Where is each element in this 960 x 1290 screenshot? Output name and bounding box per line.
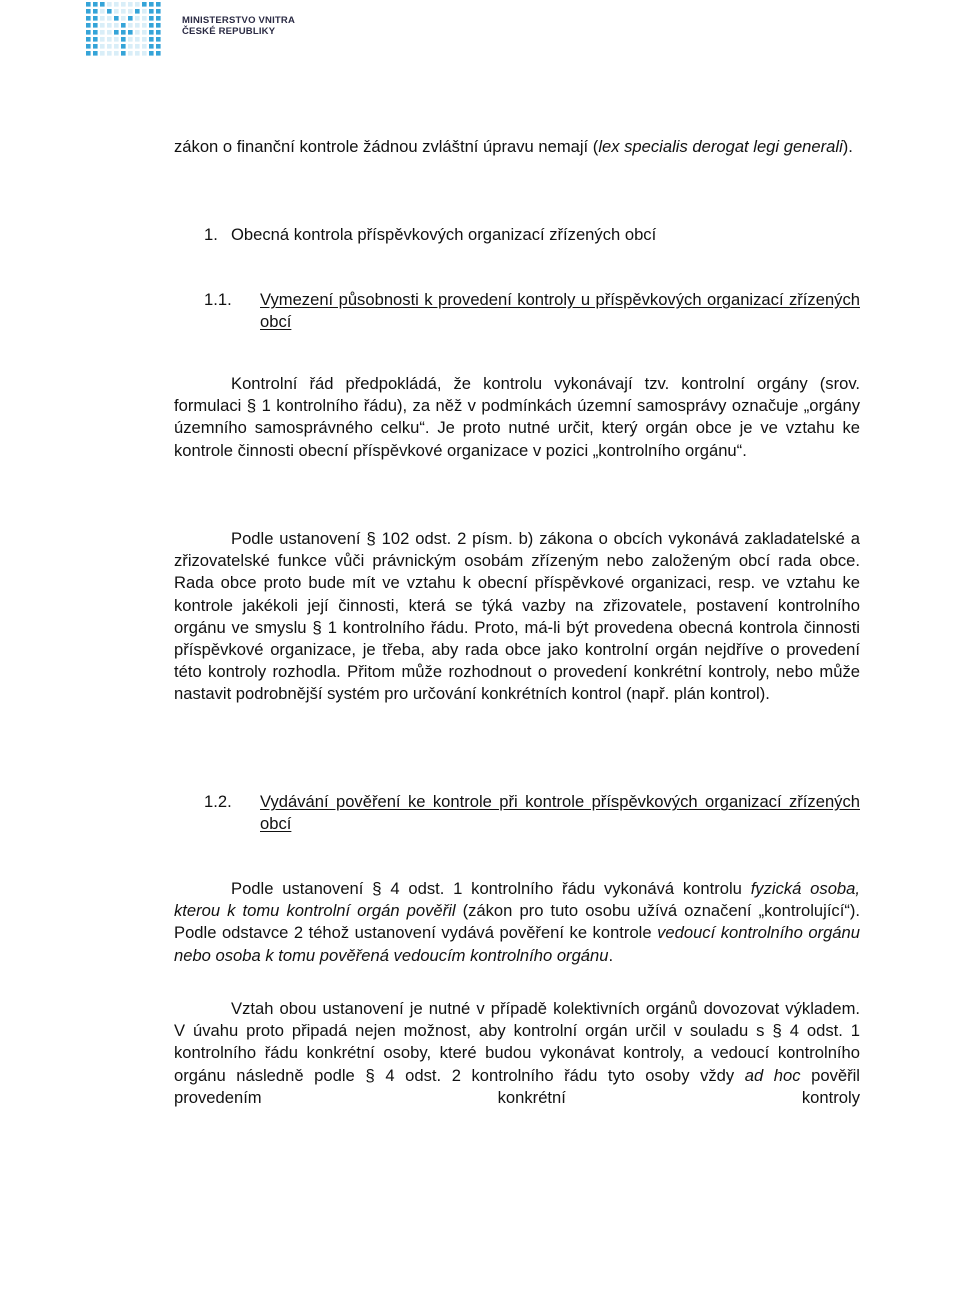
logo-dot	[114, 37, 119, 42]
heading-1-1-text: Vymezení působnosti k provedení kontroly u příspěvkových organizací zřízených obcí	[260, 290, 860, 332]
podle-4-italic-2: vedoucí kontrolního orgánu nebo osoba k tomu pověřená vedoucím kontrolního orgánu	[174, 923, 860, 965]
logo-dot	[142, 51, 147, 56]
logo-dot	[86, 30, 91, 35]
logo-dot	[93, 9, 98, 14]
logo-dot	[128, 51, 133, 56]
heading-1-1	[174, 289, 860, 335]
heading-1-text: Obecná kontrola příspěvkových organizací zřízených obcí	[231, 225, 657, 244]
logo-dot	[100, 23, 105, 28]
logo-dot	[121, 23, 126, 28]
logo-dot	[100, 16, 105, 21]
logo-dot	[100, 30, 105, 35]
podle-4-text-2: 4 odst. 1 kontrolního řádu vykonává kontrolu	[381, 879, 751, 898]
logo-dot	[135, 44, 140, 49]
logo-dot	[128, 9, 133, 14]
logo-dot	[107, 30, 112, 35]
logo-dot	[86, 44, 91, 49]
ministry-logo	[84, 0, 324, 62]
heading-1-number: 1.	[204, 225, 218, 244]
logo-dot	[107, 9, 112, 14]
logo-dot	[86, 9, 91, 14]
section-sign: §	[246, 396, 257, 416]
podle-4-text-1: Podle ustanovení	[231, 879, 373, 898]
logo-dot	[93, 16, 98, 21]
logo-dot	[128, 16, 133, 21]
logo-dot	[107, 16, 112, 21]
podle-102-text-3: 1 kontrolního řádu. Proto, má-li být provedena obecná kontrola činnosti příspěvkové organizace, je třeba, aby rada obce jako kontrolní orgán nejdříve o provedení této kontroly rozhodla. Přitom může rozhodnout o provedení konkrétní kontroly, nebo může nastavit podrobnější systém pro určování konkrétních kontrol (např. plán kontrol).	[174, 617, 860, 704]
logo-dot	[135, 51, 140, 56]
heading-1-1-number: 1.1.	[204, 290, 232, 309]
section-sign: §	[366, 529, 376, 548]
logo-dot	[100, 2, 105, 7]
heading-1-2-number: 1.2.	[204, 792, 232, 811]
logo-dot	[114, 2, 119, 7]
podle-102-text-1: Podle ustanovení	[231, 529, 367, 548]
logo-dot	[142, 44, 147, 49]
logo-dot	[100, 44, 105, 49]
logo-dot	[93, 44, 98, 49]
logo-dot	[114, 44, 119, 49]
section-sign: §	[772, 1021, 782, 1041]
logo-dot	[100, 37, 105, 42]
kontrolni-rad-text-2: 1 kontrolního řádu), za něž v podmínkách územní samosprávy označuje „orgány územního samosprávného celku“. Je proto nutné určit, který orgán obce je ve vztahu ke kontrole činnosti obecní příspěvkové organizace v pozici „kontrolního orgánu“.	[174, 396, 860, 460]
logo-dot	[107, 2, 112, 7]
logo-dot	[93, 51, 98, 56]
logo-dot	[128, 44, 133, 49]
logo-dot	[121, 2, 126, 7]
logo-dot	[156, 37, 161, 42]
logo-dot	[121, 37, 126, 42]
logo-dot	[86, 37, 91, 42]
kontrolni-rad-text-1: Kontrolní řád předpokládá, že kontrolu vykonávají tzv. kontrolní orgány (srov. formulaci	[174, 374, 860, 416]
section-sign: §	[372, 879, 382, 898]
logo-dot	[149, 16, 154, 21]
logo-dot	[142, 16, 147, 21]
logo-dot	[156, 30, 161, 35]
logo-dot	[149, 2, 154, 7]
logo-dot	[100, 9, 105, 14]
logo-dot	[149, 30, 154, 35]
podle-102-text-2: 102 odst. 2 písm. b) zákona o obcích vykonává zakladatelské a zřizovatelské funkce vůči právnickým osobám zřízeným nebo založeným obcí rada obce. Rada obce proto bude mít ve vztahu k obecní příspěvkové organizaci, resp. ve vztahu ke kontrole jakékoli její činnosti, která se týká vazby na zřizovatele, postavení kontrolního orgánu ve smyslu	[174, 529, 860, 637]
intro-latin-phrase: lex specialis derogat legi generali	[598, 137, 843, 156]
section-sign: §	[312, 617, 322, 637]
paragraph-intro	[174, 136, 860, 158]
logo-dot	[107, 23, 112, 28]
logo-dot	[156, 44, 161, 49]
logo-line-2: ČESKÉ REPUBLIKY	[182, 26, 276, 37]
logo-text	[182, 15, 295, 37]
logo-dot	[142, 2, 147, 7]
vztah-italic: ad hoc	[744, 1065, 801, 1085]
logo-dot	[93, 30, 98, 35]
logo-dot	[100, 51, 105, 56]
logo-dot	[149, 23, 154, 28]
logo-dot	[156, 9, 161, 14]
logo-dot	[128, 37, 133, 42]
vztah-text-4: pověřil provedením konkrétní kontroly	[174, 1065, 860, 1107]
vztah-text-2: 4 odst. 1 kontrolního řádu konkrétní osoby, které budou vykonávat kontroly, a vedoucí kontrolního orgánu následně podle	[174, 1021, 860, 1085]
logo-dot	[107, 51, 112, 56]
logo-dot	[135, 37, 140, 42]
logo-dot	[121, 9, 126, 14]
logo-dot	[128, 23, 133, 28]
paragraph-vztah	[174, 998, 860, 1109]
logo-dot	[135, 9, 140, 14]
logo-dot	[135, 2, 140, 7]
logo-dot	[121, 51, 126, 56]
logo-dot	[135, 16, 140, 21]
logo-dot	[149, 37, 154, 42]
logo-dot	[128, 2, 133, 7]
logo-dot	[107, 37, 112, 42]
logo-dot	[135, 23, 140, 28]
intro-text-1: zákon o finanční kontrole žádnou zvláštní úpravu nemají (	[174, 137, 599, 156]
logo-dot	[156, 23, 161, 28]
intro-text-2: ).	[842, 137, 853, 156]
logo-dot	[93, 37, 98, 42]
logo-dot	[142, 9, 147, 14]
logo-dot-grid-icon	[84, 0, 162, 58]
heading-1-2	[174, 791, 860, 837]
logo-dot	[142, 23, 147, 28]
logo-dot	[86, 51, 91, 56]
logo-dot	[86, 16, 91, 21]
logo-dot	[156, 16, 161, 21]
vztah-text-3: 4 odst. 2 kontrolního řádu tyto osoby vždy	[374, 1065, 745, 1085]
logo-dot	[114, 16, 119, 21]
paragraph-podle-102	[174, 528, 860, 706]
podle-4-text-4: .	[608, 945, 614, 965]
paragraph-kontrolni-rad	[174, 373, 860, 462]
logo-dot	[149, 9, 154, 14]
logo-dot	[107, 44, 112, 49]
vztah-text-1: Vztah obou ustanovení je nutné v případě kolektivních orgánů dovozovat výkladem. V úvahu proto připadá nejen možnost, aby kontrolní orgán určil v souladu s	[174, 999, 860, 1041]
logo-dot	[86, 2, 91, 7]
logo-dot	[149, 51, 154, 56]
logo-dot	[128, 30, 133, 35]
logo-dot	[142, 37, 147, 42]
podle-4-italic-1: fyzická osoba, kterou k tomu kontrolní orgán pověřil	[174, 879, 860, 921]
logo-dot	[121, 44, 126, 49]
logo-dot	[114, 23, 119, 28]
logo-dot	[114, 30, 119, 35]
logo-dot	[93, 2, 98, 7]
logo-line-1: MINISTERSTVO VNITRA	[182, 15, 296, 26]
logo-dot	[121, 30, 126, 35]
logo-dot	[114, 9, 119, 14]
logo-dot	[114, 51, 119, 56]
logo-dot	[156, 2, 161, 7]
logo-dot	[156, 51, 161, 56]
logo-dot	[149, 44, 154, 49]
logo-dot	[135, 30, 140, 35]
logo-dot	[121, 16, 126, 21]
logo-dot	[142, 30, 147, 35]
logo-dot	[93, 23, 98, 28]
podle-4-text-3: (zákon pro tuto osobu užívá označení „kontrolující“). Podle odstavce 2 téhož ustanovení vydává pověření ke kontrole	[174, 901, 860, 943]
section-sign: §	[365, 1065, 375, 1085]
paragraph-podle-4	[174, 878, 860, 967]
heading-1-2-text: Vydávání pověření ke kontrole při kontrole příspěvkových organizací zřízených obcí	[260, 792, 860, 834]
logo-dot	[86, 23, 91, 28]
